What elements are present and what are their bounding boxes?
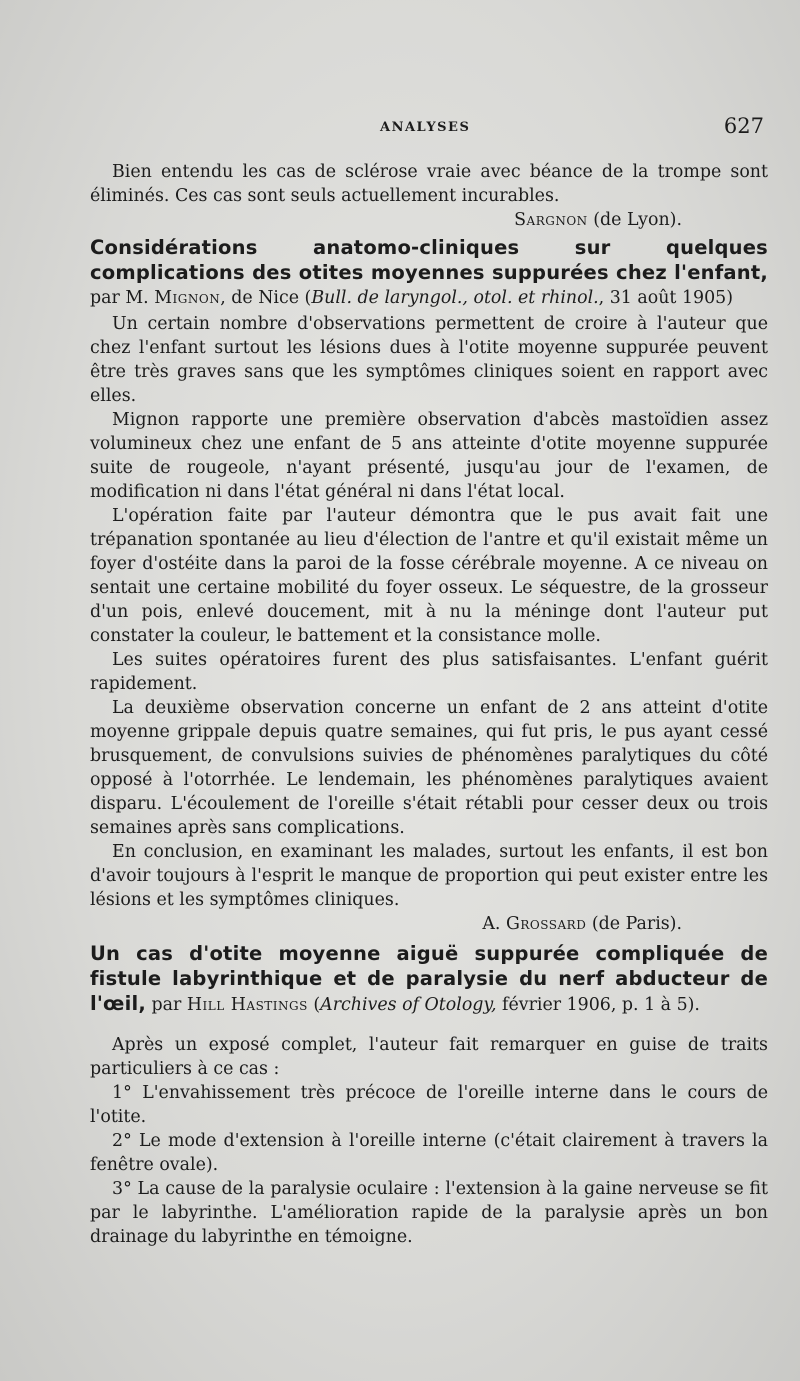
paragraph: Les suites opératoires furent des plus satisfaisantes. L'enfant guérit rapidement. [90, 650, 768, 694]
article-title: Un cas d'otite moyenne aiguë suppurée compliquée de fistule labyrinthique et de paralysie du nerf abducteur de l'œil, [90, 942, 768, 1015]
list-item: 1° L'envahissement très précoce de l'oreille interne dans le cours de l'otite. [90, 1083, 768, 1127]
paragraph: Après un exposé complet, l'auteur fait remarquer en guise de traits particuliers à ce cas : [90, 1035, 768, 1079]
paragraph: La deuxième observation concerne un enfant de 2 ans atteint d'otite moyenne grippale depuis quatre semaines, qui fut pris, le pus ayant cessé brusquement, de convulsions suivies de phénomènes paralytiques du côté opposé à l'otorrhée. Le lendemain, les phénomènes paralytiques avaient disparu. L'écoulement de l'oreille s'était rétabli pour cesser deux ou trois semaines après sans complications. [90, 698, 768, 838]
running-head: ANALYSES [380, 120, 471, 135]
article-date: février 1906, p. 1 à 5). [496, 995, 700, 1015]
page-body [90, 160, 768, 1249]
page-header [90, 114, 770, 144]
paragraph: Mignon rapporte une première observation d'abcès mastoïdien assez volumineux chez une enfant de 5 ans atteinte d'otite moyenne suppurée suite de rougeole, n'ayant présenté, jusqu'au jour de l'examen, de modification ni dans l'état général ni dans l'état local. [90, 410, 768, 502]
signature-name: Sargnon [514, 210, 588, 230]
article-heading [90, 942, 768, 1017]
signature-place: (de Paris). [591, 914, 682, 934]
article-author-place: , de Nice ( [220, 288, 312, 308]
article-by: par [151, 995, 182, 1015]
article-author: Hill Hastings [186, 995, 308, 1015]
article-date: , 31 août 1905) [598, 288, 733, 308]
article-journal: Archives of Otology, [320, 995, 497, 1015]
spacer [90, 1019, 768, 1033]
signature [90, 208, 768, 232]
article-heading [90, 236, 768, 310]
paragraph: L'opération faite par l'auteur démontra que le pus avait fait une trépanation spontanée au lieu d'élection de l'antre et qu'il existait même un foyer d'ostéite dans la paroi de la fosse cérébrale moyenne. A ce niveau on sentait une certaine mobilité du foyer osseux. Le séquestre, de la grosseur d'un pois, enlevé doucement, mit à nu la méninge dont l'auteur put constater la couleur, le battement et la consistance molle. [90, 506, 768, 646]
paragraph: En conclusion, en examinant les malades, surtout les enfants, il est bon d'avoir toujours à l'esprit le manque de proportion qui peut exister entre les lésions et les symptômes cliniques. [90, 842, 768, 910]
signature-initial: A. [482, 914, 501, 934]
signature [90, 912, 768, 936]
page-number: 627 [723, 114, 764, 138]
paragraph: Un certain nombre d'observations permettent de croire à l'auteur que chez l'enfant surtout les lésions dues à l'otite moyenne suppurée peuvent être très graves sans que les symptômes cliniques soient en rapport avec elles. [90, 314, 768, 406]
article-author: Mignon [154, 288, 221, 308]
paragraph: Bien entendu les cas de sclérose vraie avec béance de la trompe sont éliminés. Ces cas sont seuls actuellement incurables. [90, 162, 768, 206]
article-by: par M. [90, 288, 149, 308]
signature-place: (de Lyon). [593, 210, 682, 230]
article-journal: Bull. de laryngol., otol. et rhinol. [311, 288, 599, 308]
article-title: Considérations anatomo-cliniques sur quelques complications des otites moyennes suppurées chez l'enfant, [90, 236, 768, 284]
list-item: 2° Le mode d'extension à l'oreille interne (c'était clairement à travers la fenêtre ovale). [90, 1131, 768, 1175]
article-open: ( [307, 995, 321, 1015]
signature-name: Grossard [506, 914, 587, 934]
list-item: 3° La cause de la paralysie oculaire : l'extension à la gaine nerveuse se fit par le labyrinthe. L'amélioration rapide de la paralysie après un bon drainage du labyrinthe en témoigne. [90, 1179, 768, 1247]
